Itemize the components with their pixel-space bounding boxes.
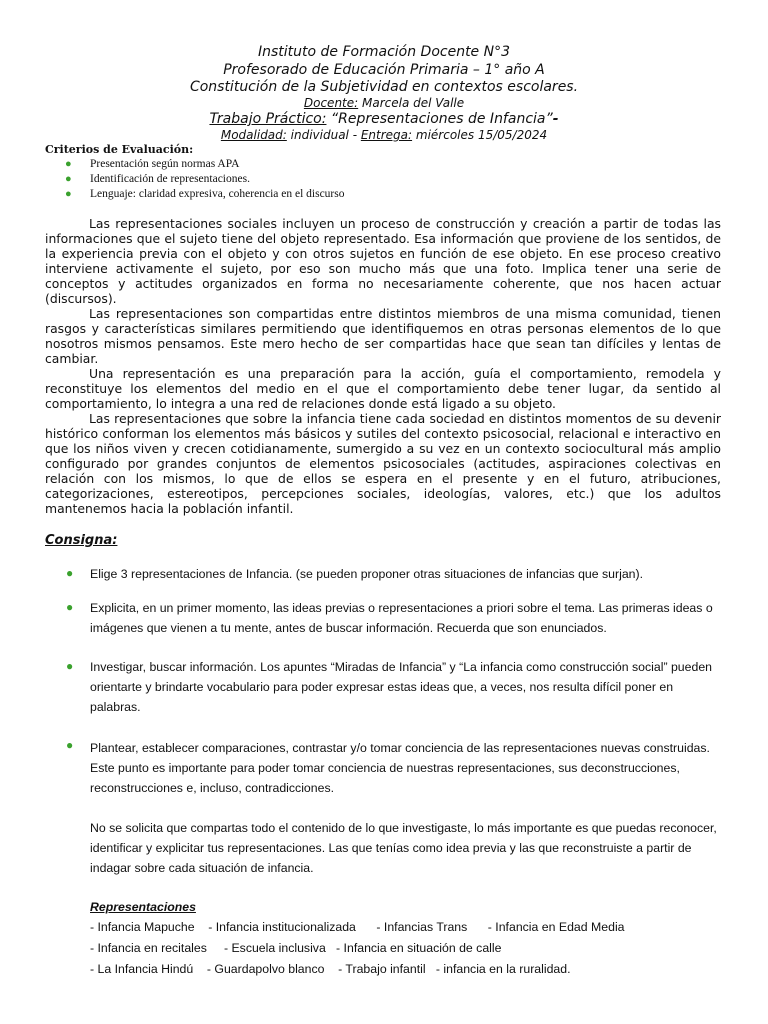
bullet-icon: ●	[65, 188, 72, 200]
criteria-item: ● Identificación de representaciones.	[65, 173, 250, 185]
consigna-item-2: Explicita, en un primer momento, las ideas previas o representaciones a priori sobre el tema. Las primeras ideas o imágenes que vienen a tu mente, antes de buscar información. Recuerda que son enunciados.	[90, 601, 713, 635]
intro-paragraph-4: Las representaciones que sobre la infancia tiene cada sociedad en distintos momentos de su devenir histórico conforman los elementos más básicos y sutiles del contexto psicosocial, relacional e interactivo en que los niños viven y crecen cotidianamente, sumergido a su vez en un contexto sociocultural más amplio configurado por grandes conjuntos de elementos psicosociales (actitudes, aspiraciones colectivas en relación con los mismos, lo que de ellos se espera en el presente y en el futuro, atribuciones, categorizaciones, estereotipos, percepciones sociales, ideologías, valores, etc.) que los adultos mantenemos hacia la población infantil.	[45, 411, 721, 516]
assignment-title: “Representaciones de Infancia”	[326, 111, 553, 127]
bullet-icon: ●	[65, 158, 72, 170]
criteria-list	[65, 157, 344, 202]
mode-line	[0, 128, 768, 142]
intro-paragraph-3: Una representación es una preparación para la acción, guía el comportamiento, remodela y reconstituye los elementos del medio en el que el comportamiento debe tener lugar, da sentido al comportamiento, lo integra a una red de relaciones donde está ligado a su objeto.	[45, 366, 721, 411]
delivery-value: miércoles 15/05/2024	[412, 128, 548, 142]
program-title: Profesorado de Educación Primaria – 1° año A	[223, 62, 545, 78]
teacher-name: Marcela del Valle	[358, 96, 465, 110]
bullet-icon: ●	[65, 173, 72, 185]
criteria-item: ● Lenguaje: claridad expresiva, coherencia en el discurso	[65, 188, 345, 200]
teacher-line	[0, 96, 768, 110]
representaciones-line: - Infancia en recitales - Escuela inclusiva - Infancia en situación de calle	[90, 941, 502, 955]
representaciones-line: - La Infancia Hindú - Guardapolvo blanco - Trabajo infantil - infancia en la ruralidad.	[90, 962, 571, 976]
consigna-item-4: Plantear, establecer comparaciones, contrastar y/o tomar conciencia de las representaciones nuevas construidas. Este punto es importante para poder tomar conciencia de nuestras representaciones, sus deconstrucciones, reconstrucciones e, incluso, contradicciones.	[90, 741, 710, 795]
bullet-icon: ●	[66, 659, 74, 673]
mode-label: Modalidad:	[220, 128, 287, 142]
institute-title: Instituto de Formación Docente N°3	[257, 44, 511, 60]
intro-paragraphs	[45, 216, 721, 516]
course-title: Constitución de la Subjetividad en contextos escolares.	[189, 79, 579, 95]
consigna-note: No se solicita que compartas todo el contenido de lo que investigaste, lo más importante es que puedas reconocer, identificar y explicitar tus representaciones. Las que tenías como idea previa y las que reconstruiste a partir de indagar sobre cada situación de infancia.	[90, 821, 717, 875]
representaciones-line: - Infancia Mapuche - Infancia institucionalizada - Infancias Trans - Infancia en Edad Media	[90, 920, 625, 934]
teacher-label: Docente:	[303, 96, 359, 110]
representaciones-title: Representaciones	[90, 900, 196, 914]
assignment-label: Trabajo Práctico:	[209, 111, 327, 127]
consigna-item-3: Investigar, buscar información. Los apuntes “Miradas de Infancia” y “La infancia como construcción social” pueden orientarte y brindarte vocabulario para poder expresar estas ideas que, a veces, nos resulta difícil poner en palabras.	[90, 660, 713, 714]
mode-value: individual -	[286, 128, 361, 142]
consigna-item-1: Elige 3 representaciones de Infancia. (se pueden proponer otras situaciones de infancias que surjan).	[90, 567, 644, 581]
intro-paragraph-2: Las representaciones son compartidas entre distintos miembros de una misma comunidad, tienen rasgos y características similares permitiendo que identifiquemos en otras personas elementos de lo que nosotros mismos pensamos. Este mero hecho de ser compartidas hace que sean tan difíciles y lentas de cambiar.	[45, 306, 721, 366]
delivery-label: Entrega:	[360, 128, 413, 142]
criteria-title: Criterios de Evaluación:	[45, 143, 194, 156]
bullet-icon: ●	[66, 566, 74, 580]
bullet-icon: ●	[66, 738, 74, 752]
assignment-dash: -	[552, 111, 559, 127]
consigna-title: Consigna:	[45, 533, 118, 548]
bullet-icon: ●	[66, 600, 74, 614]
assignment-line	[0, 111, 768, 127]
criteria-item: ● Presentación según normas APA	[65, 158, 240, 170]
intro-paragraph-1: Las representaciones sociales incluyen un proceso de construcción y creación a partir de todas las informaciones que el sujeto tiene del objeto representado. Esa información que proviene de los sentidos, de la experiencia previa con el objeto y con otros sujetos en función de ese objeto. En ese proceso creativo interviene activamente el sujeto, por eso son mucho más que una foto. Implica tener una serie de conceptos y actitudes organizados en forma no necesariamente coherente, que nos hacen actuar (discursos).	[45, 216, 721, 306]
